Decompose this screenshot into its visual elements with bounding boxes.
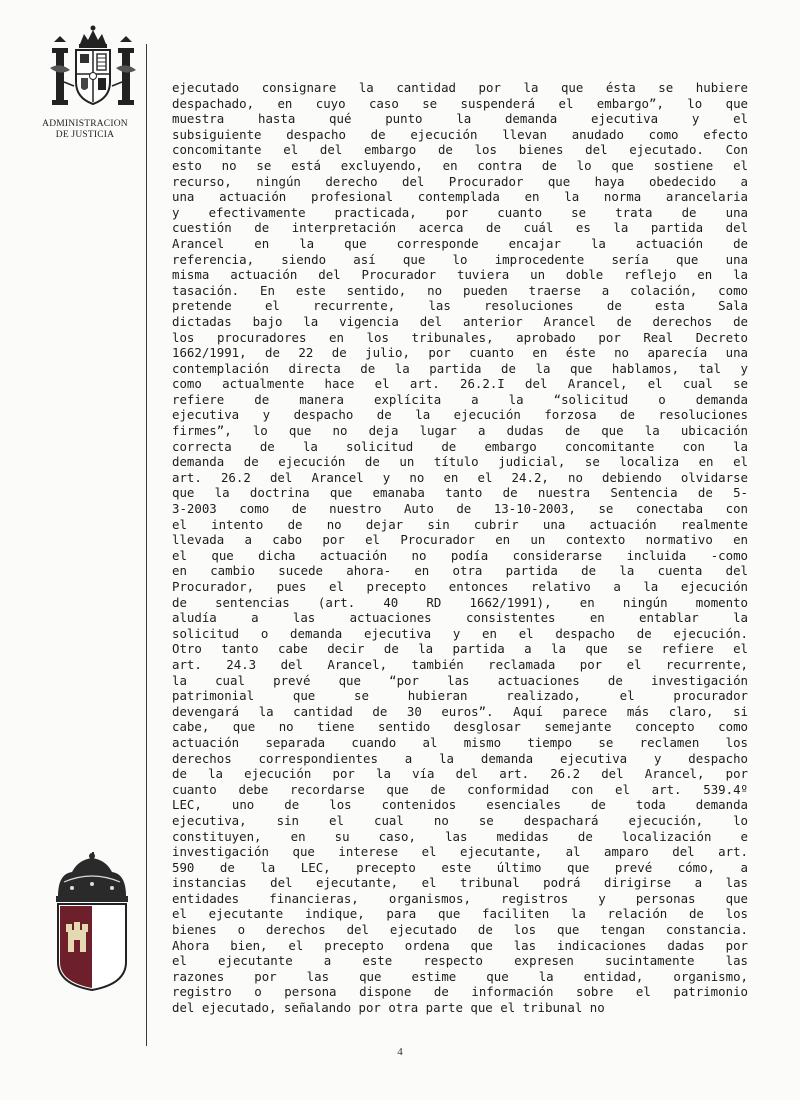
text-line: demanda de ejecución de un título judicial, se localiza en el — [172, 454, 748, 470]
text-line: ejecutado consignare la cantidad por la que ésta se hubiere — [172, 80, 748, 95]
organization-label — [20, 119, 150, 140]
text-line: el que dicha actuación no podía considerarse incluida -como — [172, 547, 748, 563]
text-line: referencia, siendo así que lo improcedente sería que una — [172, 251, 748, 267]
text-line: que la doctrina que emanaba tanto de nuestra Sentencia de 5- — [172, 485, 748, 501]
text-line: Procurador, pues el precepto entonces relativo a la ejecución — [172, 579, 748, 594]
text-line: firmes”, lo que no deja lugar a dudas de que la ubicación — [172, 423, 748, 439]
text-line: muestra hasta qué punto la demanda ejecutiva y el — [172, 111, 748, 127]
org-label-line: DE JUSTICIA — [55, 129, 115, 140]
body-paragraph — [172, 80, 748, 1016]
text-line: la cual prevé que “por las actuaciones de investigación — [172, 672, 748, 688]
castilla-la-mancha-coat-of-arms-icon — [52, 852, 132, 992]
text-line: cabe, que no tiene sentido desglosar semejante concepto como — [172, 719, 748, 735]
text-line: contemplación directa de la partida de la que hablamos, tal y — [172, 360, 748, 376]
text-line: en cambio sucede ahora- en otra partida de la cuenta del — [172, 563, 748, 579]
text-line: entidades financieras, organismos, registros y personas que — [172, 890, 748, 906]
margin-divider — [146, 44, 147, 1046]
text-line: devengará la cantidad de 30 euros”. Aquí parece más claro, si — [172, 703, 748, 719]
text-line: misma actuación del Procurador tuviera un doble reflejo en la — [172, 267, 748, 283]
text-line: Ahora bien, el precepto ordena que las indicaciones dadas por — [172, 937, 748, 953]
text-line: aludía a las actuaciones consistentes en entablar la — [172, 610, 748, 626]
text-line: tasación. En este sentido, no pueden traerse a colación, como — [172, 282, 748, 298]
text-line: llevada a cabo por el Procurador en un contexto normativo en — [172, 532, 748, 548]
text-line: instancias del ejecutante, el tribunal podrá dirigirse a las — [172, 875, 748, 891]
text-line: del ejecutado, señalando por otra parte que el tribunal no — [172, 1000, 605, 1016]
text-line: Otro tanto cabe decir de la partida a la que se refiere el — [172, 641, 748, 657]
text-line: recurso, ningún derecho del Procurador que haya obedecido a — [172, 173, 748, 189]
text-line: constituyen, en su caso, las medidas de localización e — [172, 828, 748, 844]
text-line: art. 24.3 del Arancel, también reclamada por el recurrente, — [172, 656, 748, 672]
text-line: concomitante el del embargo de los bienes del ejecutado. Con — [172, 142, 748, 158]
text-line: ejecutiva, sin el cual no se despachará ejecución, lo — [172, 812, 748, 828]
text-line: razones por las que estime que la entidad, organismo, — [172, 968, 748, 984]
text-line: dictadas bajo la vigencia del anterior Arancel de derechos de — [172, 313, 748, 329]
text-line: 590 de la LEC, precepto este último que prevé cómo, a — [172, 859, 748, 875]
text-line: derechos correspondientes a la demanda ejecutiva y despacho — [172, 750, 748, 766]
text-line: cuanto debe recordarse que de conformidad con el art. 539.4º — [172, 781, 748, 797]
text-line: el intento de no dejar sin cubrir una actuación realmente — [172, 516, 748, 532]
text-line: cuestión de interpretación acerca de cuál es la partida del — [172, 220, 748, 236]
text-line: art. 26.2 del Arancel y no en el 24.2, no debiendo olvidarse — [172, 469, 748, 485]
text-line: patrimonial que se hubieran realizado, el procurador — [172, 688, 748, 704]
text-line: como actualmente hace el art. 26.2.I del Arancel, el cual se — [172, 376, 748, 392]
text-line: registro o persona dispone de información sobre el patrimonio — [172, 984, 748, 1000]
text-line: Arancel en la que corresponde encajar la actuación de — [172, 235, 748, 251]
text-line: el ejecutante a este respecto expresen sucintamente las — [172, 953, 748, 969]
text-line: 3-2003 como de nuestro Auto de 13-10-2003, se conectaba con — [172, 501, 748, 517]
text-line: subsiguiente despacho de ejecución llevan anudado como efecto — [172, 126, 748, 142]
text-line: esto no se está excluyendo, en contra de lo que sostiene el — [172, 157, 748, 173]
text-line: despachado, en cuyo caso se suspenderá el embargo”, lo que — [172, 95, 748, 111]
text-line: 1662/1991, de 22 de julio, por cuanto en éste no aparecía una — [172, 345, 748, 361]
text-line: investigación que interese el ejecutante, al amparo del art. — [172, 844, 748, 860]
text-line: de sentencias (art. 40 RD 1662/1991), en ningún momento — [172, 594, 748, 610]
text-line: LEC, uno de los contenidos esenciales de toda demanda — [172, 797, 748, 813]
text-line: actuación separada cuando al mismo tiempo se reclamen los — [172, 734, 748, 750]
spain-coat-of-arms-icon — [46, 22, 140, 118]
text-line: ejecutiva y despacho de la ejecución forzosa de resoluciones — [172, 407, 748, 423]
page-number: 4 — [397, 1046, 403, 1058]
text-line: bienes o derechos del ejecutado de los que tengan constancia. — [172, 922, 748, 938]
text-line: de la ejecución por la vía del art. 26.2 del Arancel, por — [172, 766, 748, 782]
text-line: correcta de la solicitud de embargo concomitante con la — [172, 438, 748, 454]
text-line: una actuación profesional contemplada en la norma arancelaria — [172, 189, 748, 205]
org-label-line: ADMINISTRACION — [42, 119, 128, 129]
text-line: pretende el recurrente, las resoluciones de esta Sala — [172, 298, 748, 314]
text-line: y efectivamente practicada, por cuanto se trata de una — [172, 204, 748, 220]
text-line: los procuradores en los tribunales, aprobado por Real Decreto — [172, 329, 748, 345]
text-line: solicitud o demanda ejecutiva y en el despacho de ejecución. — [172, 625, 748, 641]
text-line: el ejecutante indique, para que faciliten la relación de los — [172, 906, 748, 922]
text-line: refiere de manera explícita a la “solicitud o demanda — [172, 391, 748, 407]
